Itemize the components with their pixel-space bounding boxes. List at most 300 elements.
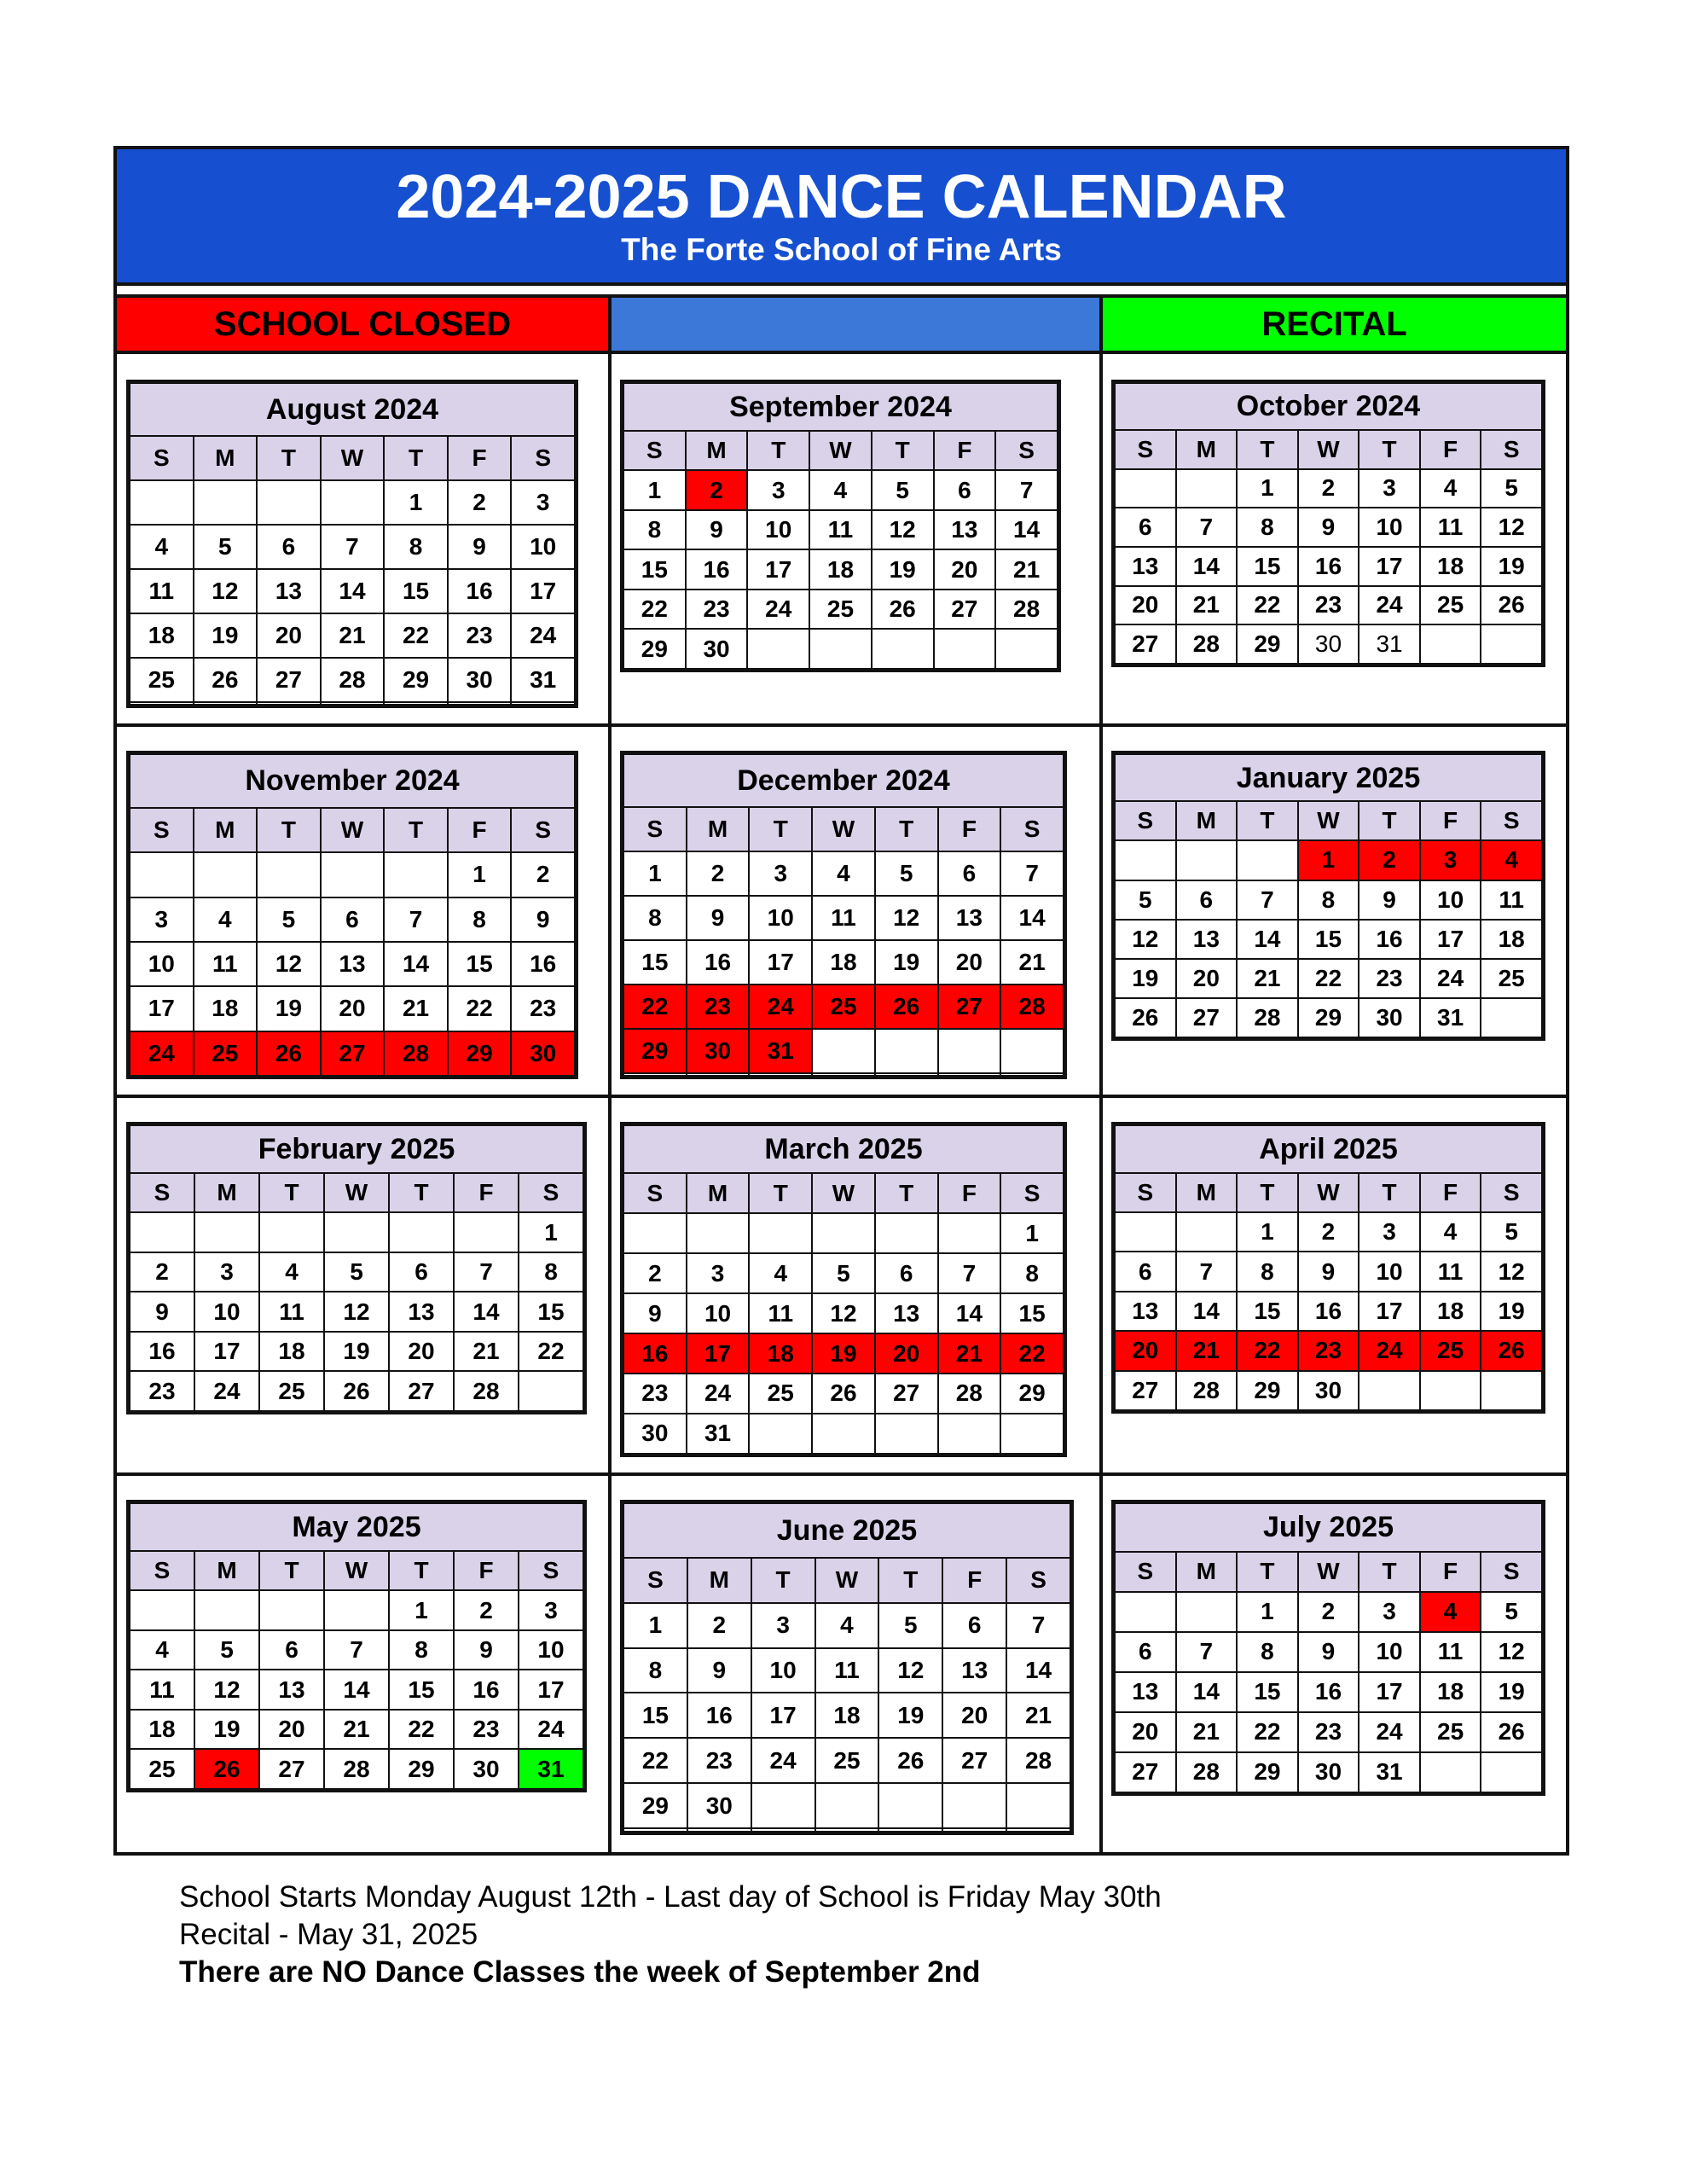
day-cell <box>942 1783 1006 1828</box>
day-cell: 6 <box>934 470 996 510</box>
day-cell: 5 <box>875 851 938 896</box>
day-cell: 12 <box>1115 920 1176 959</box>
day-cell: 12 <box>257 942 321 986</box>
day-cell: 15 <box>623 940 687 985</box>
day-cell <box>257 702 321 706</box>
day-cell <box>1000 1414 1064 1454</box>
day-cell: 9 <box>511 897 575 942</box>
day-cell: 6 <box>321 897 385 942</box>
day-cell: 10 <box>1359 508 1420 547</box>
month-title: October 2024 <box>1115 383 1542 430</box>
day-cell: 29 <box>623 629 686 669</box>
day-cell: 26 <box>194 658 258 702</box>
day-cell: 18 <box>1481 920 1542 959</box>
weekday-header: S <box>1481 801 1542 840</box>
day-cell: 18 <box>130 613 194 658</box>
day-cell: 17 <box>511 569 575 613</box>
day-cell: 16 <box>511 942 575 986</box>
day-cell: 1 <box>389 1590 454 1630</box>
day-cell: 5 <box>872 470 934 510</box>
day-cell <box>1115 469 1176 508</box>
day-cell: 9 <box>687 1648 751 1693</box>
day-cell <box>194 480 258 525</box>
day-cell: 17 <box>687 1333 750 1374</box>
day-cell: 13 <box>938 896 1001 940</box>
grid-divider <box>1099 354 1103 1852</box>
day-cell: 13 <box>259 1670 324 1710</box>
day-cell: 28 <box>324 1749 389 1789</box>
day-cell: 1 <box>623 851 687 896</box>
day-cell: 4 <box>809 470 872 510</box>
day-cell: 20 <box>942 1693 1006 1738</box>
weekday-header: W <box>812 1173 875 1213</box>
day-cell: 18 <box>809 549 872 590</box>
day-cell: 4 <box>1481 840 1542 880</box>
day-cell: 22 <box>623 590 686 630</box>
day-cell: 1 <box>1298 840 1359 880</box>
day-cell: 20 <box>1115 1712 1176 1752</box>
day-cell <box>1420 1371 1481 1410</box>
month-calendar <box>620 1122 1067 1457</box>
legend-recital: RECITAL <box>1103 298 1566 351</box>
weekday-header: W <box>321 808 385 852</box>
day-cell: 20 <box>1115 1331 1176 1370</box>
day-cell: 30 <box>623 1414 687 1454</box>
day-cell: 24 <box>1359 1712 1420 1752</box>
day-cell: 1 <box>1237 469 1298 508</box>
day-cell: 26 <box>257 1031 321 1076</box>
day-cell: 6 <box>1176 880 1238 920</box>
calendar-header <box>117 149 1566 286</box>
day-cell: 18 <box>1420 547 1481 586</box>
day-cell: 28 <box>454 1371 519 1411</box>
day-cell <box>1176 469 1238 508</box>
day-cell: 23 <box>687 1738 751 1783</box>
weekday-header: T <box>1359 801 1420 840</box>
day-cell: 26 <box>1481 586 1542 625</box>
day-cell: 6 <box>389 1252 454 1292</box>
day-cell: 2 <box>686 470 748 510</box>
day-cell: 15 <box>1237 1672 1298 1712</box>
weekday-header: M <box>1176 1173 1238 1212</box>
weekday-header: M <box>1176 801 1238 840</box>
day-cell: 19 <box>878 1693 942 1738</box>
weekday-header: T <box>872 431 934 471</box>
day-cell: 16 <box>1298 1672 1359 1712</box>
day-cell: 9 <box>130 1292 194 1332</box>
day-cell: 1 <box>384 480 448 525</box>
day-cell: 28 <box>1237 998 1298 1037</box>
weekday-header: T <box>1237 430 1298 469</box>
day-cell <box>321 852 385 897</box>
day-cell: 3 <box>1359 1592 1420 1632</box>
day-cell: 24 <box>687 1374 750 1414</box>
day-cell: 16 <box>1298 547 1359 586</box>
day-cell: 26 <box>1481 1712 1542 1752</box>
day-cell: 24 <box>1420 959 1481 998</box>
day-cell: 27 <box>1176 998 1238 1037</box>
day-cell: 21 <box>454 1332 519 1372</box>
day-cell: 13 <box>875 1293 938 1333</box>
day-cell: 5 <box>1115 880 1176 920</box>
day-cell: 14 <box>1176 1672 1238 1712</box>
day-cell: 12 <box>1481 1632 1542 1672</box>
day-cell: 5 <box>324 1252 389 1292</box>
day-cell: 13 <box>1176 920 1238 959</box>
day-cell: 11 <box>1420 1632 1481 1672</box>
weekday-header: S <box>130 808 194 852</box>
day-cell: 29 <box>1237 1752 1298 1792</box>
month-title: February 2025 <box>130 1125 583 1173</box>
day-cell <box>257 852 321 897</box>
day-cell: 28 <box>1176 1371 1238 1410</box>
day-cell: 10 <box>1359 1632 1420 1672</box>
weekday-header: F <box>448 436 512 480</box>
day-cell: 25 <box>749 1374 812 1414</box>
day-cell: 7 <box>1176 1632 1238 1672</box>
day-cell <box>194 852 258 897</box>
day-cell <box>1481 1371 1542 1410</box>
day-cell: 10 <box>519 1630 583 1670</box>
day-cell: 2 <box>1298 469 1359 508</box>
weekday-header: F <box>938 807 1001 851</box>
weekday-header: S <box>623 1558 687 1603</box>
day-cell: 14 <box>1000 896 1064 940</box>
footer-school-dates: School Starts Monday August 12th - Last day of School is Friday May 30th <box>179 1880 1162 1914</box>
weekday-header: F <box>938 1173 1001 1213</box>
day-cell: 24 <box>1359 1331 1420 1370</box>
day-cell: 30 <box>1359 998 1420 1037</box>
day-cell <box>389 1212 454 1252</box>
day-cell: 8 <box>1237 508 1298 547</box>
day-cell: 8 <box>389 1630 454 1670</box>
day-cell: 12 <box>194 569 258 613</box>
day-cell: 6 <box>942 1603 1006 1648</box>
legend-bar <box>117 294 1566 354</box>
day-cell: 15 <box>389 1670 454 1710</box>
month-calendar <box>1111 1500 1545 1796</box>
weekday-header: S <box>511 436 575 480</box>
day-cell: 24 <box>194 1371 259 1411</box>
day-cell: 13 <box>1115 1672 1176 1712</box>
day-cell: 4 <box>749 1253 812 1293</box>
day-cell: 20 <box>875 1333 938 1374</box>
day-cell: 30 <box>687 1783 751 1828</box>
day-cell <box>995 629 1058 669</box>
grid-divider <box>117 1472 1566 1476</box>
day-cell <box>938 1414 1001 1454</box>
day-cell <box>384 702 448 706</box>
day-cell: 1 <box>1237 1592 1298 1632</box>
day-cell: 7 <box>1176 508 1238 547</box>
day-cell: 15 <box>1237 1292 1298 1331</box>
day-cell <box>1420 624 1481 664</box>
day-cell: 27 <box>257 658 321 702</box>
day-cell <box>130 702 194 706</box>
day-cell: 22 <box>1000 1333 1064 1374</box>
day-cell: 19 <box>1115 959 1176 998</box>
day-cell: 20 <box>321 986 385 1031</box>
day-cell: 11 <box>749 1293 812 1333</box>
day-cell: 18 <box>812 940 875 985</box>
day-cell: 27 <box>938 985 1001 1029</box>
day-cell <box>130 1212 194 1252</box>
day-cell: 23 <box>687 985 750 1029</box>
day-cell <box>1176 1592 1238 1632</box>
day-cell <box>934 629 996 669</box>
day-cell: 18 <box>1420 1672 1481 1712</box>
day-cell <box>687 1828 751 1832</box>
day-cell: 18 <box>815 1693 879 1738</box>
weekday-header: T <box>878 1558 942 1603</box>
month-calendar <box>620 751 1067 1079</box>
day-cell: 9 <box>1298 1632 1359 1672</box>
day-cell <box>1481 998 1542 1037</box>
day-cell: 2 <box>687 851 750 896</box>
day-cell: 6 <box>259 1630 324 1670</box>
day-cell <box>321 480 385 525</box>
day-cell: 20 <box>938 940 1001 985</box>
day-cell <box>1176 840 1238 880</box>
day-cell <box>321 702 385 706</box>
day-cell: 9 <box>1298 1252 1359 1291</box>
day-cell: 16 <box>623 1333 687 1374</box>
weekday-header: S <box>511 808 575 852</box>
day-cell: 21 <box>1176 1712 1238 1752</box>
footer-recital-date: Recital - May 31, 2025 <box>179 1918 478 1951</box>
weekday-header: S <box>1481 1552 1542 1592</box>
weekday-header: S <box>1115 801 1176 840</box>
day-cell: 16 <box>130 1332 194 1372</box>
day-cell <box>1006 1828 1070 1832</box>
day-cell: 2 <box>448 480 512 525</box>
day-cell: 1 <box>448 852 512 897</box>
weekday-header: T <box>384 436 448 480</box>
month-calendar <box>126 1122 587 1414</box>
day-cell: 18 <box>1420 1292 1481 1331</box>
grid-divider <box>117 1095 1566 1098</box>
day-cell: 14 <box>321 569 385 613</box>
day-cell: 22 <box>623 1738 687 1783</box>
day-cell: 18 <box>259 1332 324 1372</box>
day-cell: 6 <box>1115 1632 1176 1672</box>
weekday-header: S <box>1006 1558 1070 1603</box>
day-cell: 1 <box>519 1212 583 1252</box>
day-cell: 13 <box>934 510 996 550</box>
weekday-header: T <box>1359 430 1420 469</box>
day-cell: 8 <box>384 525 448 569</box>
day-cell <box>511 702 575 706</box>
day-cell: 29 <box>1298 998 1359 1037</box>
day-cell <box>1115 1592 1176 1632</box>
day-cell: 25 <box>130 658 194 702</box>
day-cell: 7 <box>1000 851 1064 896</box>
day-cell: 4 <box>194 897 258 942</box>
day-cell: 3 <box>1420 840 1481 880</box>
day-cell: 13 <box>1115 1292 1176 1331</box>
day-cell <box>812 1213 875 1253</box>
day-cell: 3 <box>519 1590 583 1630</box>
day-cell: 2 <box>130 1252 194 1292</box>
day-cell: 19 <box>812 1333 875 1374</box>
day-cell: 2 <box>1298 1592 1359 1632</box>
day-cell: 28 <box>995 590 1058 630</box>
day-cell: 3 <box>511 480 575 525</box>
day-cell: 10 <box>747 510 809 550</box>
day-cell: 28 <box>938 1374 1001 1414</box>
day-cell: 13 <box>942 1648 1006 1693</box>
weekday-header: F <box>1420 1552 1481 1592</box>
day-cell: 24 <box>1359 586 1420 625</box>
day-cell <box>687 1213 750 1253</box>
day-cell: 29 <box>1237 624 1298 664</box>
day-cell: 29 <box>384 658 448 702</box>
day-cell: 19 <box>1481 1672 1542 1712</box>
weekday-header: M <box>194 1551 259 1591</box>
day-cell: 14 <box>384 942 448 986</box>
day-cell: 2 <box>687 1603 751 1648</box>
month-title: September 2024 <box>623 383 1058 431</box>
day-cell: 4 <box>1420 469 1481 508</box>
day-cell <box>194 702 258 706</box>
day-cell: 31 <box>511 658 575 702</box>
day-cell: 30 <box>1298 1371 1359 1410</box>
day-cell: 4 <box>812 851 875 896</box>
day-cell <box>1115 1212 1176 1252</box>
day-cell: 4 <box>1420 1212 1481 1252</box>
day-cell: 5 <box>194 1630 259 1670</box>
month-title: April 2025 <box>1115 1125 1542 1173</box>
day-cell: 10 <box>1359 1252 1420 1291</box>
day-cell: 20 <box>257 613 321 658</box>
day-cell: 7 <box>1176 1252 1238 1291</box>
day-cell: 25 <box>1481 959 1542 998</box>
day-cell: 23 <box>448 613 512 658</box>
day-cell: 13 <box>321 942 385 986</box>
weekday-header: M <box>686 431 748 471</box>
weekday-header: T <box>749 807 812 851</box>
day-cell: 8 <box>1237 1252 1298 1291</box>
day-cell: 12 <box>1481 508 1542 547</box>
day-cell: 30 <box>454 1749 519 1789</box>
day-cell: 22 <box>519 1332 583 1372</box>
day-cell: 16 <box>687 1693 751 1738</box>
day-cell: 19 <box>1481 547 1542 586</box>
day-cell: 7 <box>1237 880 1298 920</box>
day-cell: 7 <box>321 525 385 569</box>
day-cell: 10 <box>687 1293 750 1333</box>
day-cell: 14 <box>1176 547 1238 586</box>
footer-notice: There are NO Dance Classes the week of September 2nd <box>179 1955 981 1989</box>
day-cell: 30 <box>1298 1752 1359 1792</box>
day-cell <box>815 1783 879 1828</box>
day-cell: 11 <box>1481 880 1542 920</box>
month-calendar <box>1111 380 1545 667</box>
day-cell: 13 <box>389 1292 454 1332</box>
weekday-header: T <box>259 1173 324 1213</box>
day-cell <box>1481 1752 1542 1792</box>
weekday-header: S <box>1000 1173 1064 1213</box>
day-cell: 1 <box>1237 1212 1298 1252</box>
day-cell: 31 <box>1359 1752 1420 1792</box>
weekday-header: S <box>1000 807 1064 851</box>
day-cell: 5 <box>878 1603 942 1648</box>
weekday-header: W <box>1298 1552 1359 1592</box>
day-cell: 16 <box>1298 1292 1359 1331</box>
day-cell: 3 <box>1359 1212 1420 1252</box>
day-cell <box>815 1828 879 1832</box>
day-cell: 3 <box>747 470 809 510</box>
day-cell: 15 <box>448 942 512 986</box>
day-cell: 18 <box>194 986 258 1031</box>
weekday-header: S <box>623 807 687 851</box>
weekday-header: T <box>384 808 448 852</box>
day-cell: 24 <box>511 613 575 658</box>
day-cell: 3 <box>130 897 194 942</box>
day-cell: 4 <box>130 525 194 569</box>
day-cell: 6 <box>938 851 1001 896</box>
day-cell <box>878 1783 942 1828</box>
day-cell <box>623 1073 687 1077</box>
day-cell: 11 <box>130 1670 194 1710</box>
weekday-header: W <box>1298 801 1359 840</box>
weekday-header: T <box>1359 1173 1420 1212</box>
day-cell: 26 <box>324 1371 389 1411</box>
day-cell <box>130 1590 194 1630</box>
day-cell: 26 <box>878 1738 942 1783</box>
month-title: July 2025 <box>1115 1503 1542 1552</box>
day-cell: 5 <box>1481 1212 1542 1252</box>
day-cell: 23 <box>1359 959 1420 998</box>
day-cell: 26 <box>194 1749 259 1789</box>
weekday-header: S <box>995 431 1058 471</box>
weekday-header: S <box>623 1173 687 1213</box>
day-cell <box>1176 1212 1238 1252</box>
day-cell: 22 <box>1237 1712 1298 1752</box>
day-cell: 21 <box>324 1710 389 1750</box>
day-cell: 20 <box>389 1332 454 1372</box>
day-cell: 15 <box>1237 547 1298 586</box>
grid-divider <box>117 723 1566 727</box>
day-cell: 31 <box>1420 998 1481 1037</box>
day-cell: 21 <box>384 986 448 1031</box>
month-title: November 2024 <box>130 754 575 808</box>
day-cell: 9 <box>448 525 512 569</box>
day-cell: 2 <box>623 1253 687 1293</box>
day-cell: 8 <box>519 1252 583 1292</box>
weekday-header: W <box>809 431 872 471</box>
day-cell: 17 <box>747 549 809 590</box>
day-cell: 10 <box>751 1648 815 1693</box>
day-cell: 3 <box>749 851 812 896</box>
day-cell: 11 <box>812 896 875 940</box>
day-cell: 17 <box>1359 1292 1420 1331</box>
day-cell: 2 <box>511 852 575 897</box>
day-cell: 29 <box>389 1749 454 1789</box>
month-calendar <box>126 380 578 708</box>
day-cell: 17 <box>130 986 194 1031</box>
weekday-header: F <box>454 1551 519 1591</box>
day-cell <box>938 1073 1001 1077</box>
weekday-header: F <box>1420 1173 1481 1212</box>
day-cell: 21 <box>995 549 1058 590</box>
day-cell: 2 <box>1359 840 1420 880</box>
day-cell: 23 <box>1298 586 1359 625</box>
day-cell: 26 <box>872 590 934 630</box>
weekday-header: T <box>259 1551 324 1591</box>
weekday-header: T <box>389 1551 454 1591</box>
day-cell: 31 <box>519 1749 583 1789</box>
